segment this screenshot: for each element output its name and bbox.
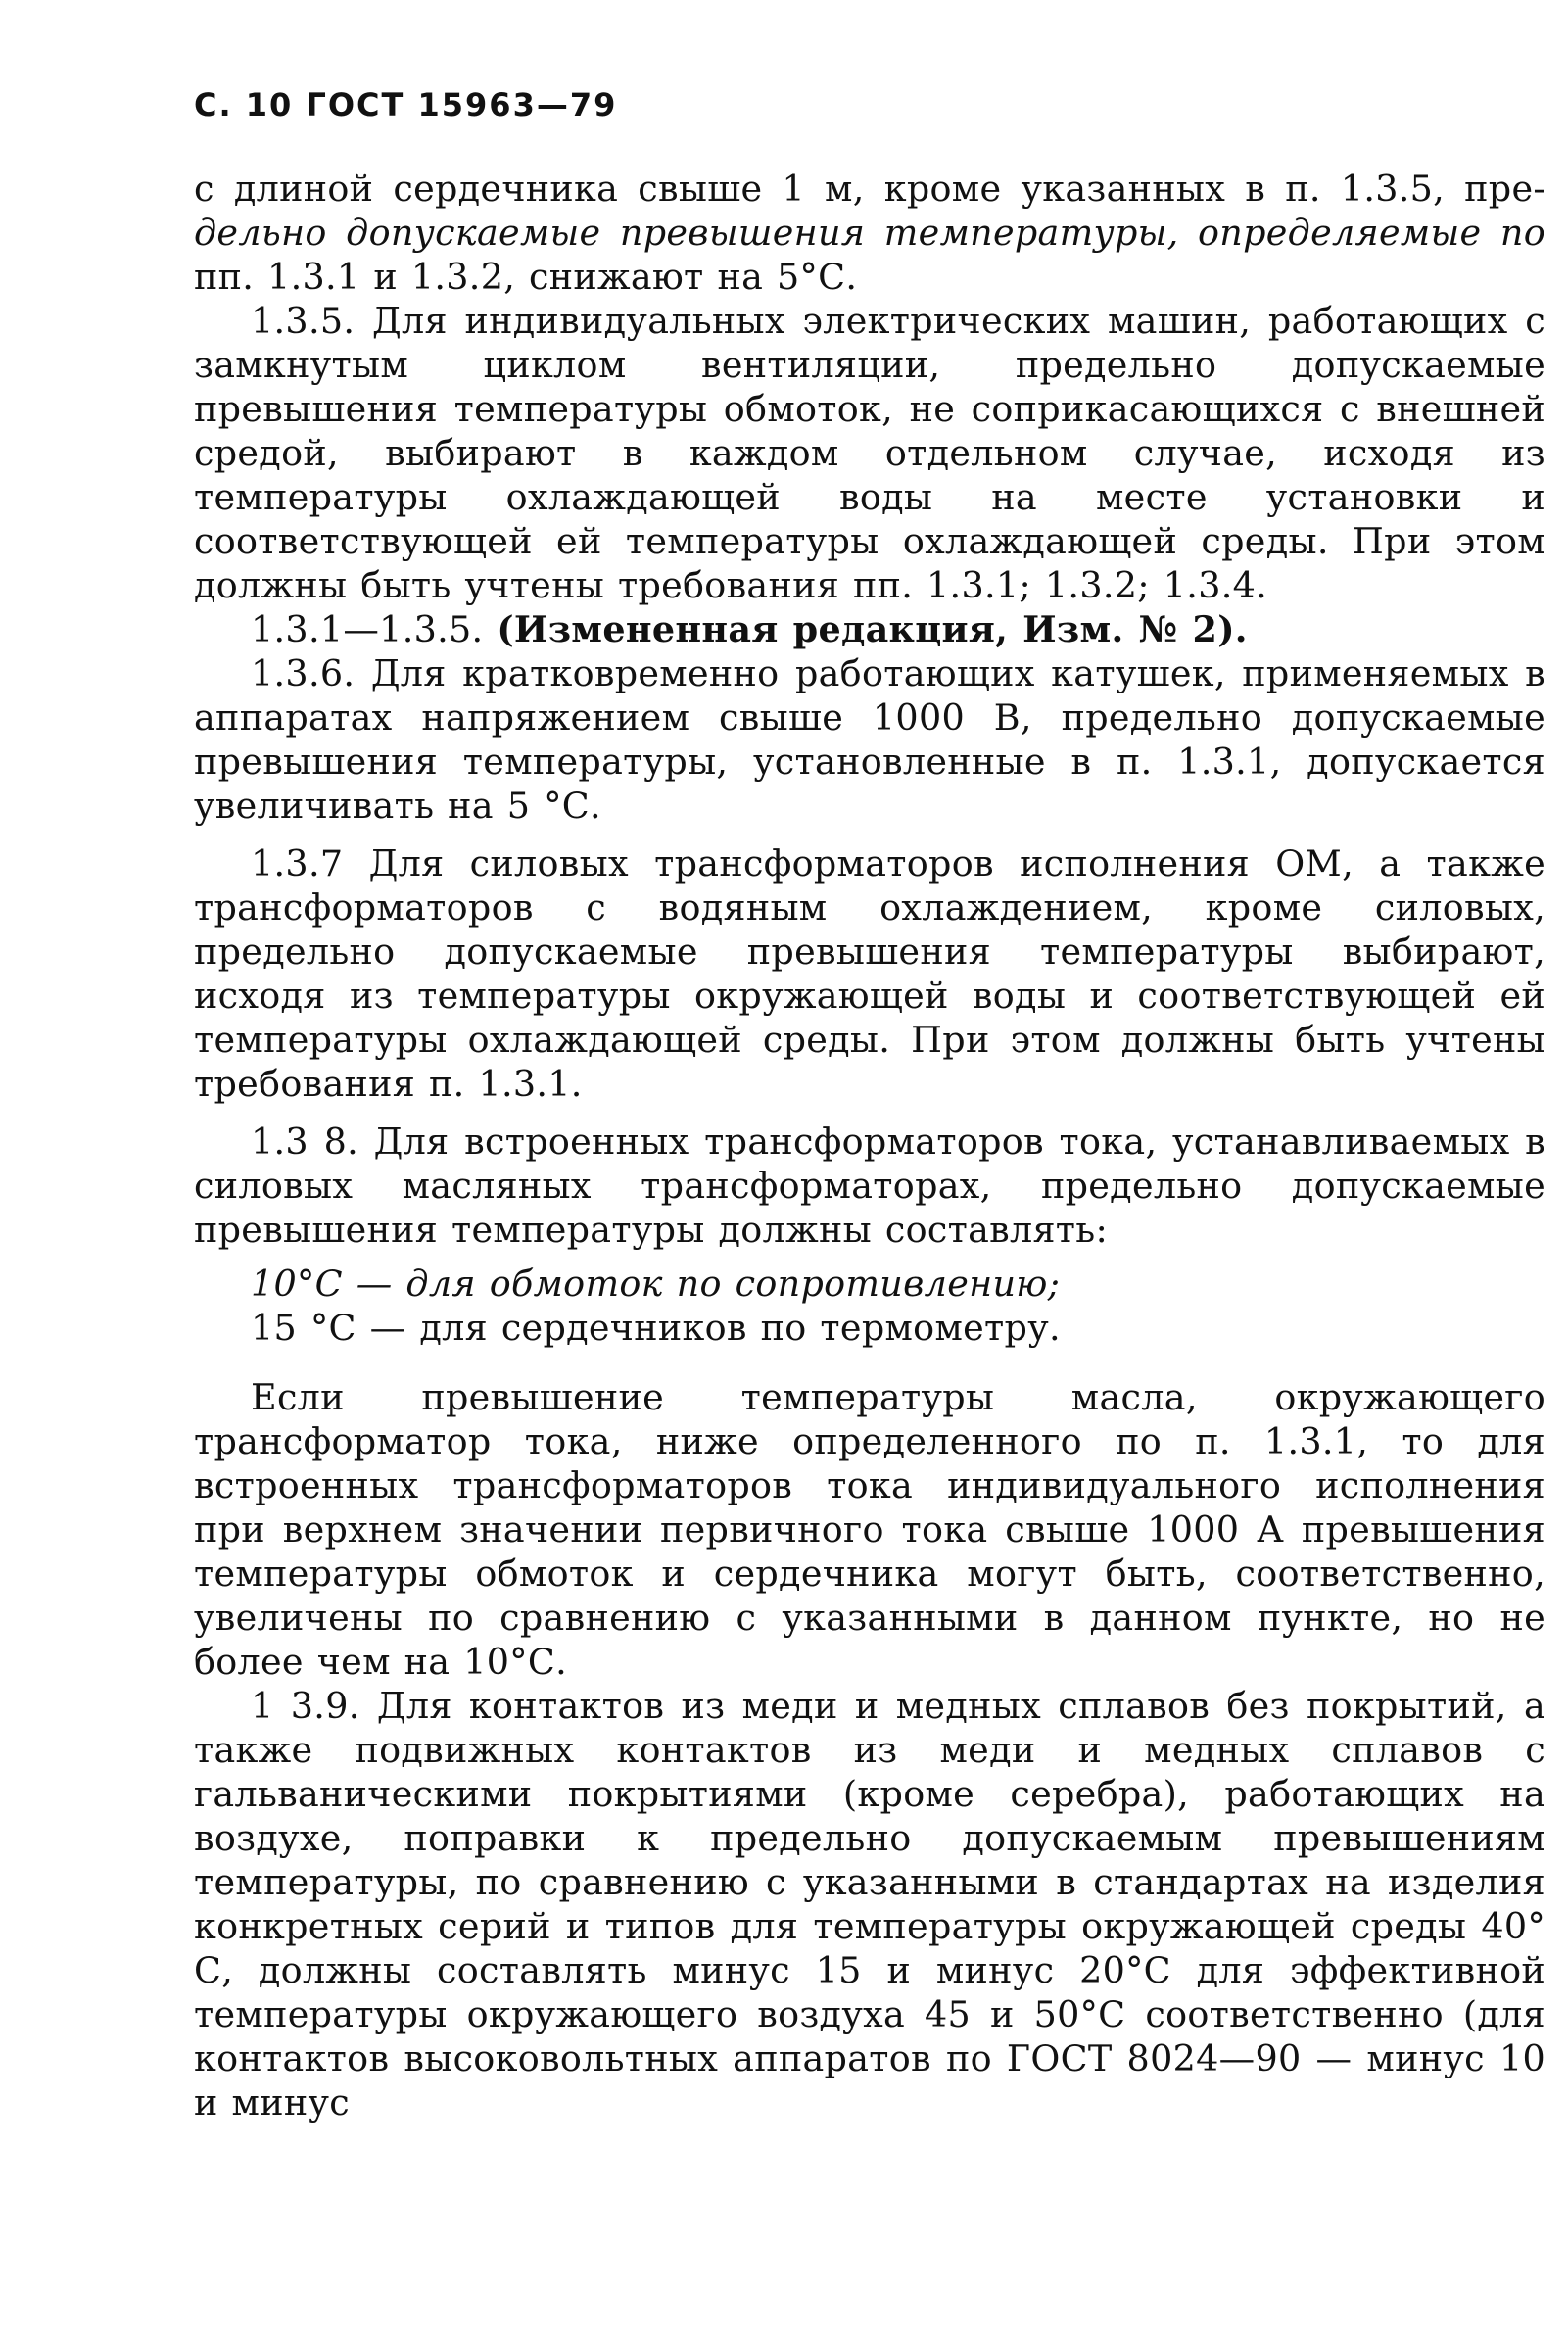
paragraph-1-3-8-continuation: Если превышение температуры масла, окружающего трансформатор тока, ниже определенного по п. 1.3.1, то для встроенных трансформаторов тока индивидуального исполнения при верхнем значении первичного тока свыше 1000 А превышения температуры обмоток и сердечника могут быть, соответственно, увеличены по сравнению с указанными в данном пункте, но не более чем на 10°С. (194, 1376, 1545, 1683)
list-item: 15 °С — для сердечников по термометру. (251, 1307, 1061, 1349)
text-line: с длиной сердечника свыше 1 м, кроме указанных в п. 1.3.5, пре- (194, 167, 1545, 210)
text-line: пп. 1.3.1 и 1.3.2, снижают на 5°С. (194, 256, 858, 298)
amendment-text: (Измененная редакция, Изм. № 2). (497, 608, 1248, 650)
temperature-list (251, 1262, 1545, 1350)
paragraph-1-3-8: 1.3 8. Для встроенных трансформаторов тока, устанавливаемых в силовых масляных трансформаторах, предельно допускаемые превышения температуры должны составлять: (194, 1121, 1545, 1251)
paragraph-1-3-5: 1.3.5. Для индивидуальных электрических машин, работающих с замкнутым циклом вентиляции, предельно допускаемые превышения температуры обмоток, не соприкасающихся с внешней средой, выбирают в каждом отдельном случае, исходя из температуры охлаждающей воды на месте установки и соответствующей ей температуры охлаждающей среды. При этом должны быть учтены требования пп. 1.3.1; 1.3.2; 1.3.4. (194, 300, 1545, 606)
paragraph-continuation (194, 167, 1545, 299)
page-header: С. 10 ГОСТ 15963—79 (194, 86, 618, 123)
document-body (194, 167, 1545, 2125)
list-item: 10°С — для обмоток по сопротивлению; (251, 1263, 1061, 1305)
paragraph-1-3-9: 1 3.9. Для контактов из меди и медных сплавов без покрытий, а также подвижных контактов из меди и медных сплавов с гальваническими покрытиями (кроме серебра), работающих на воздухе, поправки к предельно допускаемым превышениям температуры, по сравнению с указанными в стандартах на изделия конкретных серий и типов для температуры окружающей среды 40° С, должны составлять минус 15 и минус 20°С для эффективной температуры окружающего воздуха 45 и 50°С соответственно (для контактов высоковольтных аппаратов по ГОСТ 8024—90 — минус 10 и минус (194, 1685, 1545, 2124)
paragraph-1-3-7: 1.3.7 Для силовых трансформаторов исполнения ОМ, а также трансформаторов с водяным охлаждением, кроме силовых, предельно допускаемые превышения температуры выбирают, исходя из температуры окружающей воды и соответствующей ей температуры охлаждающей среды. При этом должны быть учтены требования п. 1.3.1. (194, 842, 1545, 1105)
text-line-italic: дельно допускаемые превышения температуры, определяемые по (194, 212, 1545, 254)
amendment-ref: 1.3.1—1.3.5. (251, 608, 484, 650)
document-page (194, 86, 1545, 2125)
amendment-note (194, 607, 1545, 651)
paragraph-1-3-6: 1.3.6. Для кратковременно работающих катушек, применяемых в аппаратах напряжением свыше 1000 В, предельно допускаемые превышения температуры, установленные в п. 1.3.1, допускается увеличивать на 5 °С. (194, 652, 1545, 827)
